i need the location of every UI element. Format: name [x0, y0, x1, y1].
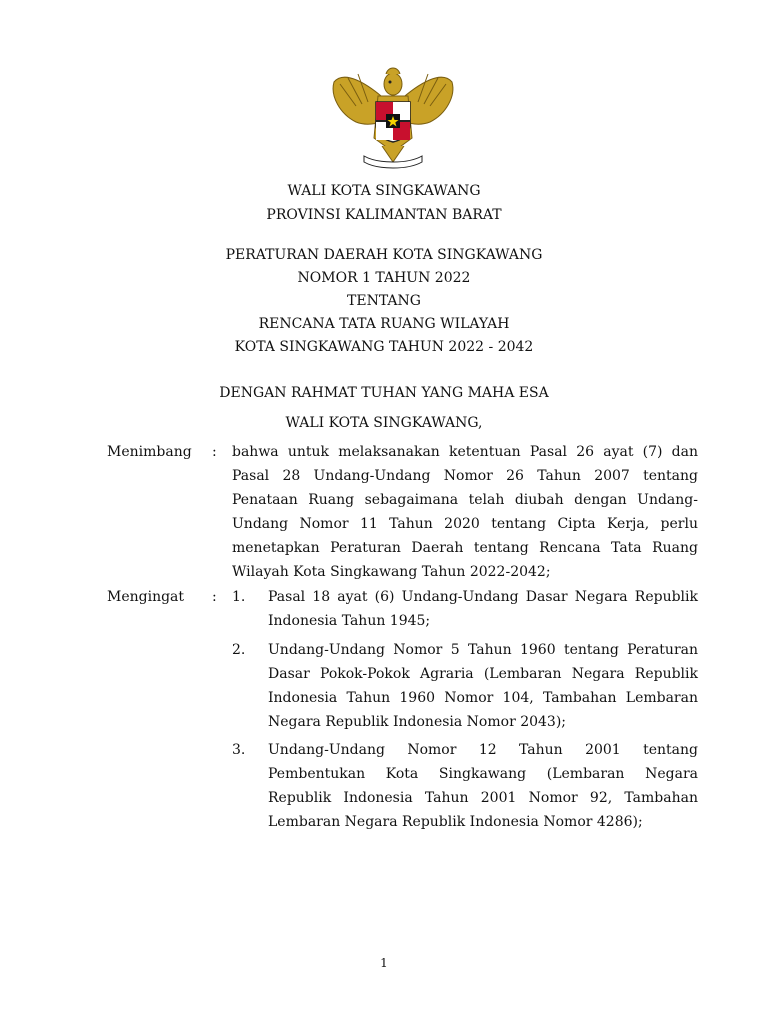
menimbang-paragraph: [232, 440, 698, 584]
menimbang-label: Menimbang: [107, 444, 192, 460]
garuda-emblem-icon: [326, 62, 460, 174]
regulation-about: TENTANG: [347, 293, 421, 309]
mengingat-item-line: Negara Republik Indonesia Nomor 2043);: [268, 714, 567, 730]
menimbang-line: menetapkan Peraturan Daerah tentang Rencana Tata Ruang: [232, 540, 698, 556]
issuer-title: WALI KOTA SINGKAWANG: [287, 183, 481, 199]
menimbang-line: Pasal 28 Undang-Undang Nomor 26 Tahun 2007 tentang: [232, 468, 698, 484]
mengingat-item-number: 3.: [232, 742, 246, 758]
mengingat-item-line: Lembaran Negara Republik Indonesia Nomor 4286);: [268, 814, 643, 830]
menimbang-line: Undang Nomor 11 Tahun 2020 tentang Cipta Kerja, perlu: [232, 516, 698, 532]
mengingat-item-line: Republik Indonesia Tahun 2001 Nomor 92, Tambahan: [268, 790, 698, 806]
issuer-province: PROVINSI KALIMANTAN BARAT: [266, 207, 502, 223]
mengingat-item-line: Pasal 18 ayat (6) Undang-Undang Dasar Negara Republik: [268, 589, 698, 605]
mengingat-label: Mengingat: [107, 589, 185, 605]
mengingat-item-number: 2.: [232, 642, 246, 658]
preamble-line-2: WALI KOTA SINGKAWANG,: [285, 415, 483, 431]
mengingat-colon: :: [212, 589, 217, 605]
mengingat-item-line: Undang-Undang Nomor 5 Tahun 1960 tentang Peraturan: [268, 642, 698, 658]
mengingat-item-number: 1.: [232, 589, 246, 605]
mengingat-item-line: Dasar Pokok-Pokok Agraria (Lembaran Negara Republik: [268, 666, 698, 682]
preamble-line-1: DENGAN RAHMAT TUHAN YANG MAHA ESA: [219, 385, 549, 401]
mengingat-item-line: Indonesia Tahun 1960 Nomor 104, Tambahan Lembaran: [268, 690, 698, 706]
mengingat-item: [268, 585, 698, 633]
mengingat-item: [268, 738, 698, 834]
regulation-subject-1: RENCANA TATA RUANG WILAYAH: [258, 316, 510, 332]
regulation-number: NOMOR 1 TAHUN 2022: [297, 270, 471, 286]
regulation-subject-2: KOTA SINGKAWANG TAHUN 2022 - 2042: [234, 339, 534, 355]
page-number: 1: [380, 956, 388, 970]
regulation-title: PERATURAN DAERAH KOTA SINGKAWANG: [225, 247, 543, 263]
menimbang-line: Wilayah Kota Singkawang Tahun 2022-2042;: [232, 564, 551, 580]
mengingat-item-line: Indonesia Tahun 1945;: [268, 613, 431, 629]
menimbang-colon: :: [212, 444, 217, 460]
mengingat-item-line: Pembentukan Kota Singkawang (Lembaran Negara: [268, 766, 698, 782]
menimbang-line: bahwa untuk melaksanakan ketentuan Pasal 26 ayat (7) dan: [232, 444, 698, 460]
mengingat-item: [268, 638, 698, 734]
mengingat-item-line: Undang-Undang Nomor 12 Tahun 2001 tentang: [268, 742, 698, 758]
menimbang-line: Penataan Ruang sebagaimana telah diubah dengan Undang-: [232, 492, 698, 508]
